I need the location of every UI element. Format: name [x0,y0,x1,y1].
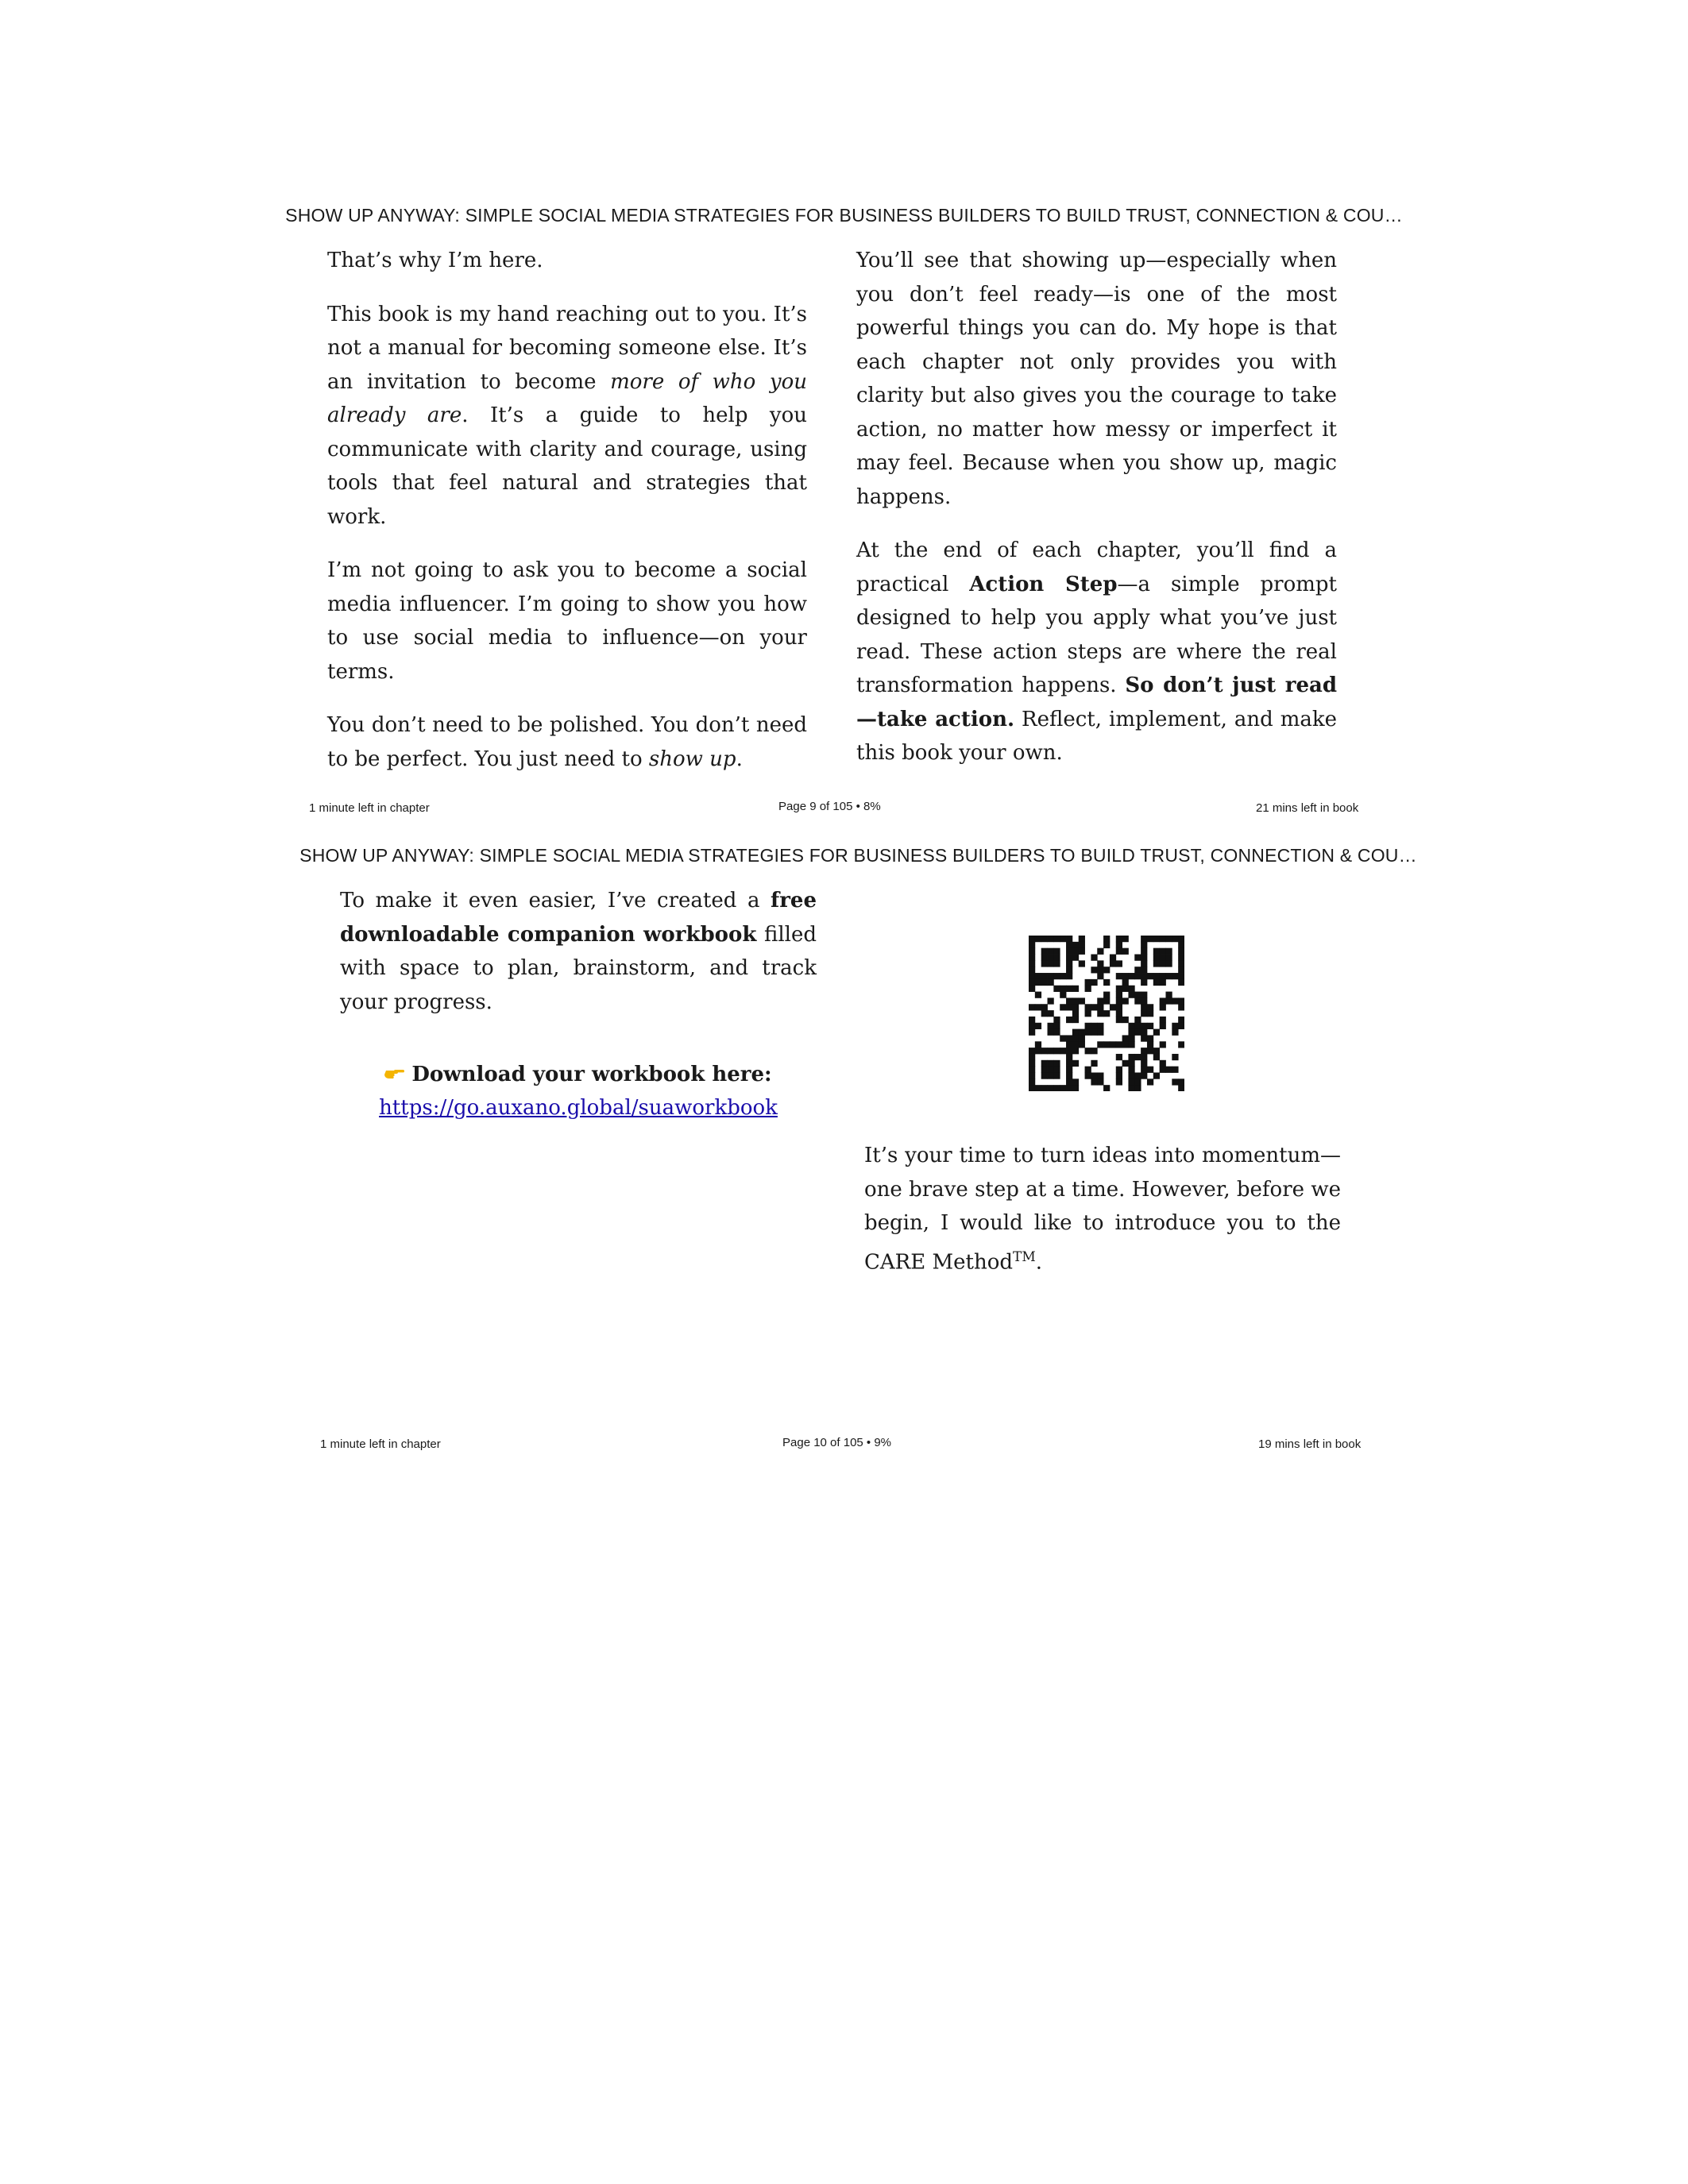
page-10-left-column [340,884,817,1039]
qr-code-icon [1029,936,1184,1091]
paragraph: That’s why I’m here. [327,249,543,272]
paragraph: It’s your time to turn ideas into momentum—one brave step at a time. However, before we begin, I would like to introduce you to the CARE Method™. [864,1144,1341,1275]
page-9-right-column [856,244,1337,790]
workbook-download-link[interactable]: https://go.auxano.global/suaworkbook [379,1096,778,1120]
paragraph: This book is my hand reaching out to you. It’s not a manual for becoming someone else. It’s an invitation to become more of who you already are. It’s a guide to help you communicate with clarity and courage, using tools that feel natural and strategies that work. [327,302,807,529]
page-progress: Page 9 of 105 • 8% [778,800,881,813]
page-9-left-column [327,244,807,796]
paragraph: You don’t need to be polished. You don’t need to be perfect. You just need to show up. [327,713,807,771]
page-10-right-column [864,1139,1341,1299]
paragraph: At the end of each chapter, you’ll find a practical Action Step—a simple prompt designed to help you apply what you’ve just read. These action steps are where the real transformation happens. So don’t just read—take action. Reflect, implement, and make this book your own. [856,538,1338,765]
paragraph: You’ll see that showing up—especially when you don’t feel ready—is one of the most powerful things you can do. My hope is that each chapter not only provides you with clarity but also gives you the courage to take action, no matter how messy or imperfect it may feel. Because when you show up, magic happens. [856,249,1337,509]
chapter-time-left: 1 minute left in chapter [320,1437,441,1451]
pointing-hand-icon [384,1058,405,1091]
running-head-page-10: SHOW UP ANYWAY: SIMPLE SOCIAL MEDIA STRATEGIES FOR BUSINESS BUILDERS TO BUILD TRUST, CONNECTION & COU… [299,845,1417,866]
download-block [340,1058,817,1125]
book-time-left: 19 mins left in book [1258,1437,1362,1451]
book-time-left: 21 mins left in book [1256,801,1359,815]
page-progress: Page 10 of 105 • 9% [782,1436,892,1449]
paragraph: I’m not going to ask you to become a social media influencer. I’m going to show you how to use social media to influence—on your terms. [327,558,807,684]
running-head-page-9: SHOW UP ANYWAY: SIMPLE SOCIAL MEDIA STRATEGIES FOR BUSINESS BUILDERS TO BUILD TRUST, CONNECTION & COU… [285,205,1403,226]
download-label: Download your workbook here: [340,1058,817,1091]
paragraph: To make it even easier, I’ve created a free downloadable companion workbook filled with space to plan, brainstorm, and track your progress. [340,889,817,1014]
chapter-time-left: 1 minute left in chapter [309,801,430,815]
